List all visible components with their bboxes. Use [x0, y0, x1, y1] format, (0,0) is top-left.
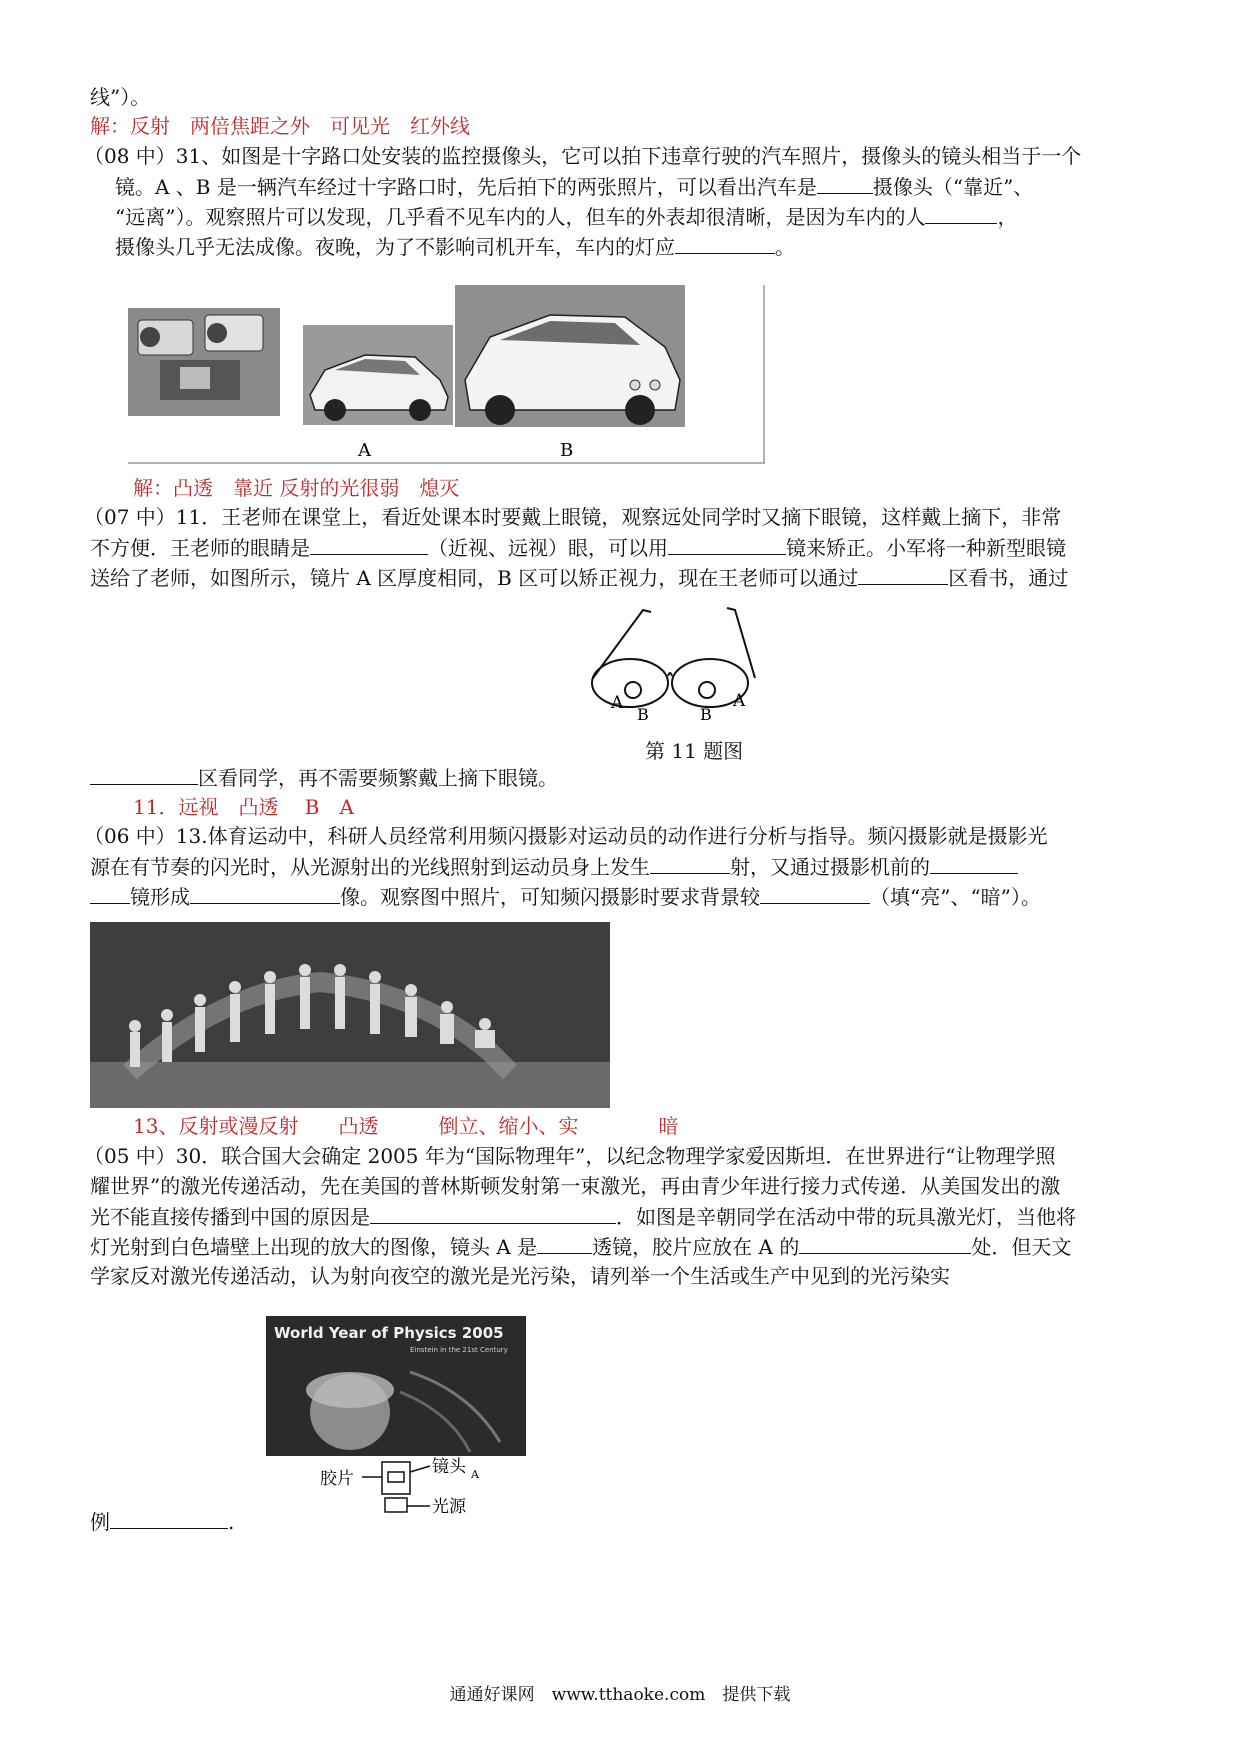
question-30-line4: 灯光射到白色墙壁上出现的放大的图像，镜头 A 是 透镜，胶片应放在 A 的 处．但天文 — [90, 1231, 1071, 1262]
light-source-label: 光源 — [432, 1497, 466, 1517]
answer-blank[interactable] — [817, 171, 873, 194]
question-31-line2: 镜。A 、B 是一辆汽车经过十字路口时，先后拍下的两张照片，可以看出汽车是 摄像头（“靠近”、 — [115, 171, 1033, 202]
question-13-line2: 源在有节奏的闪光时，从光源射出的光线照射到运动员身上发生 射，又通过摄影机前的 — [90, 851, 1018, 882]
page-footer: 通通好课网 www.tthaoke.com 提供下载 — [449, 1685, 791, 1705]
label-a-right: A — [733, 691, 746, 711]
answer-blank[interactable] — [310, 532, 428, 555]
answer-line: 解：凸透 靠近 反射的光很弱 熄灭 — [133, 476, 460, 500]
question-31-line1: （08 中）31、如图是十字路口处安装的监控摄像头，它可以拍下违章行驶的汽车照片，摄像头的镜头相当于一个 — [84, 144, 1082, 168]
question-30-line2: 耀世界”的激光传递活动，先在美国的普林斯顿发射第一束激光，再由青少年进行接力式传递．从美国发出的激 — [90, 1174, 1061, 1198]
glasses-right-arm — [727, 608, 755, 678]
answer-blank[interactable] — [650, 851, 730, 874]
answer-line: 解：反射 两倍焦距之外 可见光 红外线 — [90, 114, 470, 138]
label-a-left: A — [611, 693, 624, 713]
question-30-line6: 例 . — [90, 1506, 234, 1537]
stroboscopic-photo — [90, 922, 610, 1108]
question-30-line5: 学家反对激光传递活动，认为射向夜空的激光是光污染，请列举一个生活或生产中见到的光污染实 — [90, 1264, 950, 1288]
left-lens-b-zone — [625, 682, 641, 698]
answer-blank[interactable] — [925, 201, 997, 224]
answer-blank[interactable] — [675, 231, 775, 254]
camera-cars-figure — [120, 285, 765, 470]
lens-label: 镜头 — [432, 1457, 466, 1477]
answer-blank[interactable] — [90, 881, 130, 904]
answer-blank[interactable] — [90, 762, 198, 785]
car-photo-b — [455, 285, 685, 461]
laser-toy-figure — [260, 1312, 530, 1537]
answer-blank[interactable] — [110, 1506, 228, 1529]
question-11-line2: 不方便．王老师的眼睛是 （近视、远视）眼，可以用 镜来矫正。小军将一种新型眼镜 — [90, 532, 1066, 563]
projector-device — [382, 1462, 410, 1512]
label-b-right: B — [700, 705, 712, 724]
car-photo-a — [303, 325, 453, 461]
answer-blank[interactable] — [930, 851, 1018, 874]
question-11-line3: 送给了老师，如图所示，镜片 A 区厚度相同，B 区可以矫正视力，现在王老师可以通过 区看书，通过 — [90, 562, 1068, 593]
answer-line: 11．远视 凸透 B A — [133, 795, 354, 819]
answer-blank[interactable] — [858, 562, 948, 585]
answer-blank[interactable] — [370, 1201, 616, 1224]
text-line: 线”）。 — [90, 85, 151, 109]
lens-a-label: A — [471, 1468, 479, 1481]
question-13-line1: （06 中）13.体育运动中，科研人员经常利用频闪摄影对运动员的动作进行分析与指导。频闪摄影就是摄影光 — [84, 824, 1048, 848]
surveillance-camera-photo — [128, 308, 280, 416]
poster-title: World Year of Physics 2005 — [274, 1324, 504, 1342]
question-13-line3: 镜形成 像。观察图中照片，可知频闪摄影时要求背景较 （填“亮”、“暗”）。 — [90, 881, 1041, 912]
figure-caption: 第 11 题图 — [645, 739, 744, 763]
answer-blank[interactable] — [799, 1231, 971, 1254]
answer-blank[interactable] — [190, 881, 340, 904]
question-31-line3: “远离”）。观察照片可以发现，几乎看不见车内的人，但车的外表却很清晰，是因为车内的人 ， — [115, 201, 1017, 232]
car-b-label: B — [560, 440, 574, 461]
film-label: 胶片 — [320, 1469, 354, 1489]
car-a-label: A — [358, 440, 371, 461]
glasses-bridge — [668, 673, 672, 676]
answer-blank[interactable] — [760, 881, 870, 904]
glasses-figure — [585, 598, 795, 728]
question-30-line3: 光不能直接传播到中国的原因是 ．如图是辛朝同学在活动中带的玩具激光灯，当他将 — [90, 1201, 1076, 1232]
right-lens-b-zone — [699, 682, 715, 698]
question-11-line4: 区看同学，再不需要频繁戴上摘下眼镜。 — [90, 762, 558, 793]
poster-subtitle: Einstein in the 21st Century — [410, 1346, 508, 1354]
answer-blank[interactable] — [668, 532, 786, 555]
question-30-line1: （05 中）30．联合国大会确定 2005 年为“国际物理年”，以纪念物理学家爱因斯坦．在世界进行“让物理学照 — [84, 1144, 1056, 1168]
question-31-line4: 摄像头几乎无法成像。夜晚，为了不影响司机开车，车内的灯应 。 — [115, 231, 795, 262]
answer-line: 13、反射或漫反射 凸透 倒立、缩小、实 暗 — [133, 1114, 679, 1138]
question-11-line1: （07 中）11．王老师在课堂上，看近处课本时要戴上眼镜，观察远处同学时又摘下眼镜，这样戴上摘下，非常 — [84, 505, 1062, 529]
answer-blank[interactable] — [537, 1231, 592, 1254]
label-b-left: B — [637, 705, 649, 724]
